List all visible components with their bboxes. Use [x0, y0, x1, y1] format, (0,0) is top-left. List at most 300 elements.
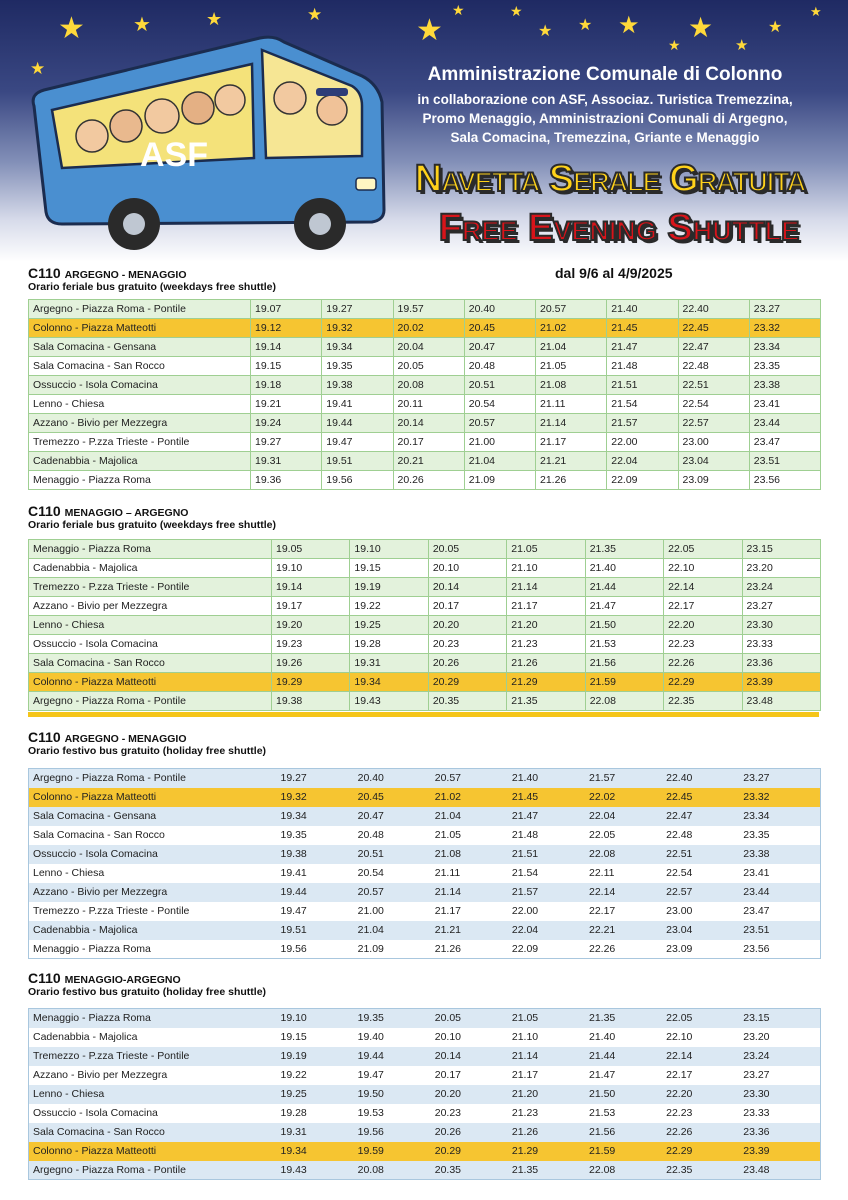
departure-time: 23.27: [743, 1066, 820, 1085]
stop-name: Ossuccio - Isola Comacina: [29, 845, 281, 864]
table-row: [29, 635, 821, 654]
departure-time: 22.45: [666, 788, 743, 807]
departure-time: 19.38: [272, 692, 350, 711]
departure-time: 22.40: [678, 300, 749, 319]
departure-time: 19.17: [272, 597, 350, 616]
departure-time: 22.48: [678, 357, 749, 376]
departure-time: 21.51: [512, 845, 589, 864]
departure-time: 23.15: [742, 540, 820, 559]
departure-time: 20.08: [358, 1161, 435, 1180]
departure-time: 19.40: [358, 1028, 435, 1047]
departure-time: 20.47: [464, 338, 535, 357]
departure-time: 19.34: [281, 1142, 358, 1161]
departure-time: 20.54: [358, 864, 435, 883]
table-row: [29, 1085, 821, 1104]
stop-name: Colonno - Piazza Matteotti: [29, 673, 272, 692]
departure-time: 19.10: [281, 1009, 358, 1028]
timetable: [28, 1008, 821, 1180]
departure-time: 21.35: [585, 540, 663, 559]
departure-time: 20.45: [358, 788, 435, 807]
departure-time: 22.57: [666, 883, 743, 902]
departure-time: 21.35: [507, 692, 585, 711]
table-row: [29, 1009, 821, 1028]
departure-time: 21.11: [536, 395, 607, 414]
organizer-line: Promo Menaggio, Amministrazioni Comunali di Argegno,: [422, 111, 788, 126]
departure-time: 22.21: [589, 921, 666, 940]
departure-time: 21.53: [585, 635, 663, 654]
departure-time: 22.26: [666, 1123, 743, 1142]
departure-time: 20.14: [435, 1047, 512, 1066]
departure-time: 21.17: [435, 902, 512, 921]
departure-time: 21.11: [435, 864, 512, 883]
departure-time: 22.45: [678, 319, 749, 338]
departure-time: 22.00: [512, 902, 589, 921]
departure-time: 21.14: [512, 1047, 589, 1066]
departure-time: 23.38: [743, 845, 820, 864]
star-icon: ★: [668, 37, 681, 53]
departure-time: 21.35: [589, 1009, 666, 1028]
section-subtitle: Orario festivo bus gratuito (holiday free shuttle): [28, 745, 267, 757]
departure-time: 19.15: [350, 559, 428, 578]
departure-time: 21.09: [464, 471, 535, 490]
departure-time: 23.44: [743, 883, 820, 902]
departure-time: 20.20: [435, 1085, 512, 1104]
departure-time: 19.47: [281, 902, 358, 921]
stop-name: Sala Comacina - San Rocco: [29, 1123, 281, 1142]
table-row: [29, 471, 821, 490]
departure-time: 20.21: [393, 452, 464, 471]
departure-time: 19.34: [322, 338, 393, 357]
departure-time: 21.50: [585, 616, 663, 635]
departure-time: 22.17: [664, 597, 742, 616]
departure-time: 19.34: [281, 807, 358, 826]
departure-time: 23.00: [666, 902, 743, 921]
stop-name: Sala Comacina - Gensana: [29, 807, 281, 826]
route-name: ARGEGNO - MENAGGIO: [64, 269, 187, 281]
table-row: [29, 673, 821, 692]
star-icon: ★: [30, 59, 46, 78]
departure-time: 19.18: [251, 376, 322, 395]
bus-icon: [22, 28, 392, 253]
departure-time: 20.26: [428, 654, 506, 673]
departure-time: 21.47: [589, 1066, 666, 1085]
departure-time: 19.53: [358, 1104, 435, 1123]
table-row: [29, 559, 821, 578]
departure-time: 19.31: [251, 452, 322, 471]
table-row: [29, 597, 821, 616]
table-row: [29, 1104, 821, 1123]
departure-time: 22.17: [589, 902, 666, 921]
departure-time: 20.17: [428, 597, 506, 616]
departure-time: 23.39: [743, 1142, 820, 1161]
departure-time: 21.29: [512, 1142, 589, 1161]
organizer-line: Sala Comacina, Tremezzina, Griante e Menaggio: [450, 130, 760, 145]
departure-time: 19.14: [251, 338, 322, 357]
stop-name: Sala Comacina - San Rocco: [29, 357, 251, 376]
departure-time: 21.02: [536, 319, 607, 338]
line-code: C110: [28, 970, 61, 986]
departure-time: 21.14: [536, 414, 607, 433]
departure-time: 23.30: [742, 616, 820, 635]
route-name: MENAGGIO-ARGEGNO: [64, 974, 181, 986]
departure-time: 21.26: [512, 1123, 589, 1142]
departure-time: 19.56: [322, 471, 393, 490]
departure-time: 21.21: [435, 921, 512, 940]
departure-time: 21.17: [512, 1066, 589, 1085]
departure-time: 22.02: [589, 788, 666, 807]
stop-name: Colonno - Piazza Matteotti: [29, 319, 251, 338]
departure-time: 22.00: [607, 433, 678, 452]
table-row: [29, 1161, 821, 1180]
departure-time: 22.05: [666, 1009, 743, 1028]
departure-time: 22.35: [666, 1161, 743, 1180]
table-row: [29, 395, 821, 414]
table-row: [29, 616, 821, 635]
departure-time: 22.11: [589, 864, 666, 883]
timetable: [28, 299, 821, 490]
departure-time: 23.34: [743, 807, 820, 826]
departure-time: 23.09: [666, 940, 743, 959]
departure-time: 19.19: [350, 578, 428, 597]
departure-time: 20.08: [393, 376, 464, 395]
departure-time: 23.56: [749, 471, 820, 490]
departure-time: 21.47: [585, 597, 663, 616]
departure-time: 23.51: [749, 452, 820, 471]
departure-time: 23.24: [742, 578, 820, 597]
departure-time: 23.27: [749, 300, 820, 319]
departure-time: 22.20: [664, 616, 742, 635]
stop-name: Sala Comacina - San Rocco: [29, 654, 272, 673]
table-row: [29, 902, 821, 921]
table-row: [29, 1028, 821, 1047]
departure-time: 20.05: [428, 540, 506, 559]
departure-time: 19.27: [251, 433, 322, 452]
star-icon: ★: [416, 14, 443, 47]
departure-time: 21.35: [512, 1161, 589, 1180]
departure-time: 22.08: [589, 845, 666, 864]
timetable-section: [28, 729, 820, 959]
departure-time: 23.04: [678, 452, 749, 471]
departure-time: 23.09: [678, 471, 749, 490]
departure-time: 22.10: [664, 559, 742, 578]
table-row: [29, 788, 821, 807]
route-name: ARGEGNO - MENAGGIO: [64, 733, 187, 745]
departure-time: 19.51: [281, 921, 358, 940]
departure-time: 21.53: [589, 1104, 666, 1123]
departure-time: 23.35: [743, 826, 820, 845]
stop-name: Argegno - Piazza Roma - Pontile: [29, 769, 281, 788]
departure-time: 20.40: [358, 769, 435, 788]
title-english: Free Evening Shuttle: [438, 207, 800, 249]
departure-time: 23.41: [749, 395, 820, 414]
departure-time: 23.38: [749, 376, 820, 395]
departure-time: 20.23: [435, 1104, 512, 1123]
departure-time: 22.51: [666, 845, 743, 864]
departure-time: 21.48: [607, 357, 678, 376]
departure-time: 21.29: [507, 673, 585, 692]
departure-time: 20.17: [393, 433, 464, 452]
departure-time: 20.35: [428, 692, 506, 711]
departure-time: 20.51: [358, 845, 435, 864]
departure-time: 23.36: [743, 1123, 820, 1142]
departure-time: 23.35: [749, 357, 820, 376]
departure-time: 23.47: [743, 902, 820, 921]
star-icon: ★: [810, 4, 822, 19]
departure-time: 19.21: [251, 395, 322, 414]
organizer-line: in collaborazione con ASF, Associaz. Turistica Tremezzina,: [417, 92, 793, 107]
section-title: [28, 970, 820, 986]
departure-time: 19.28: [281, 1104, 358, 1123]
departure-time: 21.40: [585, 559, 663, 578]
departure-time: 20.54: [464, 395, 535, 414]
stop-name: Menaggio - Piazza Roma: [29, 1009, 281, 1028]
departure-time: 21.40: [607, 300, 678, 319]
departure-time: 19.56: [358, 1123, 435, 1142]
departure-time: 21.08: [435, 845, 512, 864]
table-row: [29, 826, 821, 845]
departure-time: 20.14: [393, 414, 464, 433]
departure-time: 21.45: [512, 788, 589, 807]
departure-time: 19.25: [350, 616, 428, 635]
stop-name: Azzano - Bivio per Mezzegra: [29, 1066, 281, 1085]
departure-time: 19.47: [322, 433, 393, 452]
departure-time: 22.20: [666, 1085, 743, 1104]
departure-time: 19.36: [251, 471, 322, 490]
departure-time: 23.36: [742, 654, 820, 673]
stop-name: Cadenabbia - Majolica: [29, 452, 251, 471]
table-row: [29, 654, 821, 673]
departure-time: 20.45: [464, 319, 535, 338]
stop-name: Ossuccio - Isola Comacina: [29, 376, 251, 395]
departure-time: 22.29: [666, 1142, 743, 1161]
departure-time: 22.08: [589, 1161, 666, 1180]
departure-time: 19.20: [272, 616, 350, 635]
departure-time: 22.17: [666, 1066, 743, 1085]
departure-time: 21.50: [589, 1085, 666, 1104]
departure-time: 19.27: [322, 300, 393, 319]
departure-time: 21.57: [589, 769, 666, 788]
stop-name: Colonno - Piazza Matteotti: [29, 1142, 281, 1161]
departure-time: 19.35: [322, 357, 393, 376]
departure-time: 19.41: [281, 864, 358, 883]
departure-time: 21.56: [585, 654, 663, 673]
departure-time: 22.23: [666, 1104, 743, 1123]
departure-time: 19.51: [322, 452, 393, 471]
departure-time: 21.05: [507, 540, 585, 559]
departure-time: 19.38: [281, 845, 358, 864]
departure-time: 20.10: [428, 559, 506, 578]
departure-time: 19.05: [272, 540, 350, 559]
departure-time: 21.09: [358, 940, 435, 959]
table-row: [29, 692, 821, 711]
table-row: [29, 414, 821, 433]
stop-name: Sala Comacina - Gensana: [29, 338, 251, 357]
table-row: [29, 452, 821, 471]
departure-time: 19.44: [281, 883, 358, 902]
stop-name: Tremezzo - P.zza Trieste - Pontile: [29, 578, 272, 597]
departure-time: 19.43: [350, 692, 428, 711]
table-row: [29, 578, 821, 597]
star-icon: ★: [578, 17, 593, 34]
departure-time: 21.00: [464, 433, 535, 452]
departure-time: 19.24: [251, 414, 322, 433]
departure-time: 20.57: [435, 769, 512, 788]
departure-time: 23.33: [742, 635, 820, 654]
table-row: [29, 540, 821, 559]
departure-time: 21.54: [607, 395, 678, 414]
departure-time: 22.04: [607, 452, 678, 471]
stop-name: Menaggio - Piazza Roma: [29, 940, 281, 959]
departure-time: 19.50: [358, 1085, 435, 1104]
table-row: [29, 300, 821, 319]
stop-name: Lenno - Chiesa: [29, 864, 281, 883]
departure-time: 21.40: [512, 769, 589, 788]
departure-time: 20.51: [464, 376, 535, 395]
departure-time: 21.47: [512, 807, 589, 826]
departure-time: 23.30: [743, 1085, 820, 1104]
departure-time: 21.17: [507, 597, 585, 616]
departure-time: 23.20: [742, 559, 820, 578]
departure-time: 19.27: [281, 769, 358, 788]
star-icon: ★: [58, 12, 85, 45]
departure-time: 20.35: [435, 1161, 512, 1180]
departure-time: 23.47: [749, 433, 820, 452]
departure-time: 20.02: [393, 319, 464, 338]
departure-time: 20.26: [435, 1123, 512, 1142]
departure-time: 19.35: [358, 1009, 435, 1028]
table-row: [29, 864, 821, 883]
departure-time: 20.17: [435, 1066, 512, 1085]
departure-time: 22.14: [589, 883, 666, 902]
departure-time: 22.23: [664, 635, 742, 654]
departure-time: 19.47: [358, 1066, 435, 1085]
star-icon: ★: [768, 19, 783, 36]
timetable-section: [28, 970, 820, 1180]
departure-time: 21.04: [464, 452, 535, 471]
departure-time: 21.57: [607, 414, 678, 433]
table-row: [29, 319, 821, 338]
star-icon: ★: [307, 5, 323, 24]
section-subtitle: Orario festivo bus gratuito (holiday free shuttle): [28, 986, 267, 998]
departure-time: 21.05: [512, 1009, 589, 1028]
table-row: [29, 433, 821, 452]
departure-time: 22.04: [589, 807, 666, 826]
departure-time: 21.54: [512, 864, 589, 883]
departure-time: 21.04: [435, 807, 512, 826]
departure-time: 19.10: [272, 559, 350, 578]
departure-time: 20.57: [464, 414, 535, 433]
star-icon: ★: [510, 3, 523, 19]
departure-time: 20.10: [435, 1028, 512, 1047]
departure-time: 19.59: [358, 1142, 435, 1161]
departure-time: 19.12: [251, 319, 322, 338]
departure-time: 19.19: [281, 1047, 358, 1066]
table-row: [29, 940, 821, 959]
route-name: MENAGGIO – ARGEGNO: [64, 507, 189, 519]
departure-time: 19.44: [358, 1047, 435, 1066]
timetable: [28, 539, 821, 711]
departure-time: 21.00: [358, 902, 435, 921]
departure-time: 21.10: [512, 1028, 589, 1047]
departure-time: 23.24: [743, 1047, 820, 1066]
departure-time: 23.34: [749, 338, 820, 357]
departure-time: 22.57: [678, 414, 749, 433]
departure-time: 22.04: [512, 921, 589, 940]
star-icon: ★: [618, 12, 640, 39]
departure-time: 19.10: [350, 540, 428, 559]
stop-name: Cadenabbia - Majolica: [29, 559, 272, 578]
departure-time: 22.47: [678, 338, 749, 357]
star-icon: ★: [206, 9, 223, 29]
table-row: [29, 807, 821, 826]
departure-time: 20.40: [464, 300, 535, 319]
stop-name: Lenno - Chiesa: [29, 616, 272, 635]
departure-time: 21.26: [435, 940, 512, 959]
departure-time: 21.14: [435, 883, 512, 902]
departure-time: 23.41: [743, 864, 820, 883]
departure-time: 20.04: [393, 338, 464, 357]
departure-time: 22.54: [666, 864, 743, 883]
svg-text:ASF: ASF: [140, 136, 208, 174]
departure-time: 19.26: [272, 654, 350, 673]
departure-time: 19.15: [281, 1028, 358, 1047]
stop-name: Tremezzo - P.zza Trieste - Pontile: [29, 433, 251, 452]
departure-time: 21.04: [536, 338, 607, 357]
departure-time: 19.31: [281, 1123, 358, 1142]
table-row: [29, 1066, 821, 1085]
departure-time: 21.44: [589, 1047, 666, 1066]
departure-time: 19.14: [272, 578, 350, 597]
departure-time: 20.29: [428, 673, 506, 692]
line-code: C110: [28, 729, 61, 745]
stop-name: Lenno - Chiesa: [29, 1085, 281, 1104]
departure-time: 19.43: [281, 1161, 358, 1180]
departure-time: 19.57: [393, 300, 464, 319]
departure-time: 19.35: [281, 826, 358, 845]
line-code: C110: [28, 265, 61, 281]
departure-time: 23.20: [743, 1028, 820, 1047]
departure-time: 19.29: [272, 673, 350, 692]
departure-time: 20.48: [358, 826, 435, 845]
departure-time: 22.48: [666, 826, 743, 845]
departure-time: 20.05: [393, 357, 464, 376]
departure-time: 19.25: [281, 1085, 358, 1104]
stop-name: Azzano - Bivio per Mezzegra: [29, 883, 281, 902]
departure-time: 19.28: [350, 635, 428, 654]
departure-time: 23.32: [743, 788, 820, 807]
departure-time: 21.59: [589, 1142, 666, 1161]
departure-time: 21.23: [507, 635, 585, 654]
departure-time: 19.44: [322, 414, 393, 433]
star-icon: ★: [688, 12, 714, 43]
departure-time: 22.26: [589, 940, 666, 959]
departure-time: 23.27: [743, 769, 820, 788]
table-row: [29, 845, 821, 864]
departure-time: 23.48: [742, 692, 820, 711]
table-row: [29, 1142, 821, 1161]
stop-name: Lenno - Chiesa: [29, 395, 251, 414]
departure-time: 21.57: [512, 883, 589, 902]
line-code: C110: [28, 503, 61, 519]
stop-name: Azzano - Bivio per Mezzegra: [29, 597, 272, 616]
departure-time: 23.44: [749, 414, 820, 433]
departure-time: 21.02: [435, 788, 512, 807]
departure-time: 22.08: [585, 692, 663, 711]
departure-time: 23.48: [743, 1161, 820, 1180]
stop-name: Menaggio - Piazza Roma: [29, 471, 251, 490]
departure-time: 21.05: [435, 826, 512, 845]
departure-time: 23.15: [743, 1009, 820, 1028]
